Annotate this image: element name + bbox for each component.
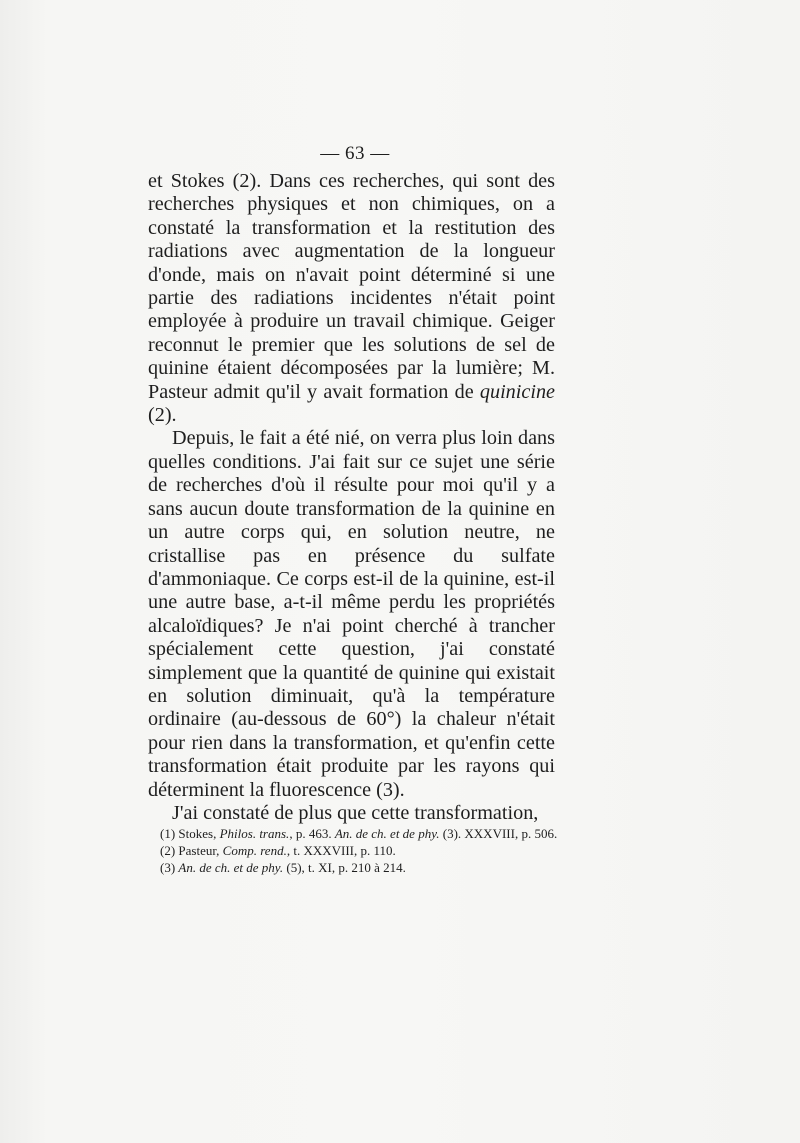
paragraph-2: Depuis, le fait a été nié, on verra plus loin dans quelles conditions. J'ai fait sur ce sujet une série de recherches d'où il résulte pour moi qu'il y a sans aucun doute transformation de la quinine en un autre corps qui, en solution neutre, ne cristallise pas en présence du sulfate d'ammoniaque. Ce corps est-il de la quinine, est-il une autre base, a-t-il même perdu les propriétés alcaloïdiques? Je n'ai point cherché à trancher spécialement cette question, j'ai constaté simplement que la quantité de quinine qui existait en solution diminuait, qu'à la température ordinaire (au-dessous de 60°) la chaleur n'était pour rien dans la transformation, et qu'enfin cette transformation était produite par les rayons qui déterminent la fluorescence (3). [148, 427, 555, 801]
footnote-2-journal: Comp. rend. [222, 843, 287, 858]
footnote-1-page: , p. 463. [289, 826, 335, 841]
body-text [148, 170, 555, 825]
footnote-2 [148, 842, 560, 859]
footnote-1-volume: (3). XXXVIII, p. 506. [439, 826, 558, 841]
paragraph-3: J'ai constaté de plus que cette transformation, [172, 801, 539, 824]
footnote-3 [148, 859, 560, 876]
paragraph-1-text: et Stokes (2). Dans ces recherches, qui sont des recherches physiques et non chimiques, on a constaté la transformation et la restitution des radiations avec augmentation de la longueur d'onde, mais on n'avait point déterminé si une partie des radiations incidentes n'était point employée à produire un travail chimique. Geiger reconnut le premier que les solutions de sel de quinine étaient décomposées par la lumière; M. Pasteur admit qu'il y avait formation de [148, 170, 555, 403]
footnote-3-volume: (5), t. XI, p. 210 à 214. [283, 860, 406, 875]
paragraph-1-end: (2). [148, 404, 177, 427]
footnote-3-journal: An. de ch. et de phy. [178, 860, 284, 875]
footnote-2-lead: (2) Pasteur, [160, 843, 223, 858]
footnote-1-journal: Philos. trans. [219, 826, 290, 841]
italic-term-quinicine: quinicine [479, 380, 555, 403]
paragraph-1 [148, 170, 555, 427]
footnote-1 [148, 825, 560, 842]
footnotes [148, 825, 560, 876]
page-number: — 63 — [320, 143, 390, 164]
footnote-1-journal-2: An. de ch. et de phy. [334, 826, 440, 841]
footnote-2-volume: , t. XXXVIII, p. 110. [286, 843, 396, 858]
footnote-3-lead: (3) [160, 860, 179, 875]
footnote-1-lead: (1) Stokes, [160, 826, 220, 841]
